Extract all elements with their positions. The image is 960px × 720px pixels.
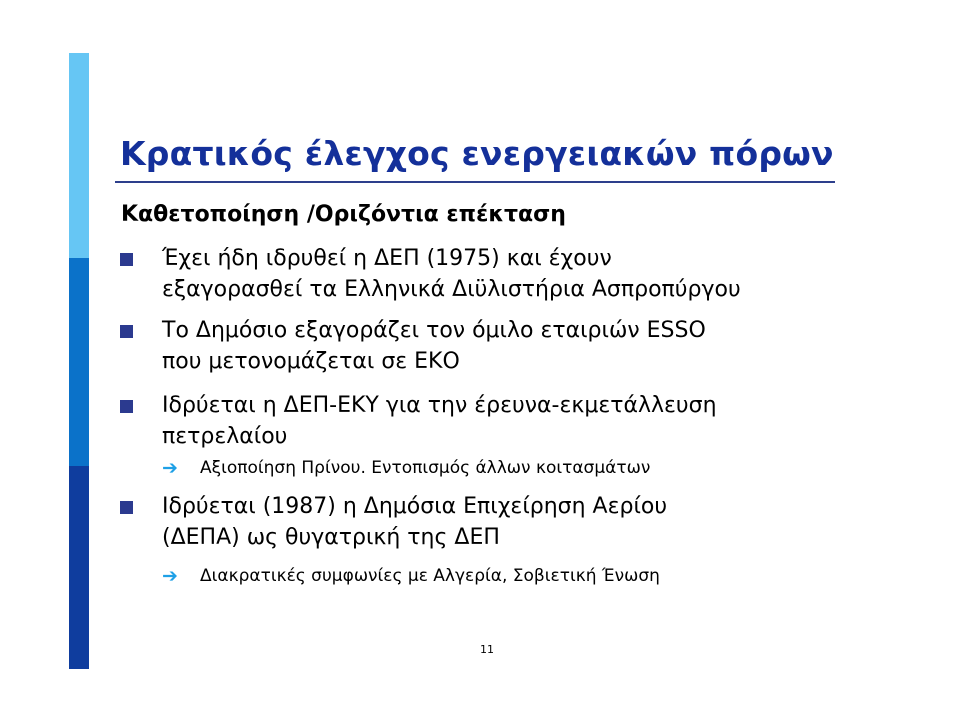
accent-bar-mid	[69, 258, 89, 466]
title-divider	[115, 181, 835, 183]
square-bullet-icon	[120, 253, 133, 266]
bullet-text-line: που μετονομάζεται σε ΕΚΟ	[162, 349, 460, 374]
accent-bar-light	[69, 53, 89, 258]
square-bullet-icon	[120, 325, 133, 338]
bullet-text-line: Έχει ήδη ιδρυθεί η ΔΕΠ (1975) και έχουν	[162, 246, 612, 271]
accent-bar-dark	[69, 466, 89, 669]
bullet-text-line: Ιδρύεται (1987) η Δημόσια Επιχείρηση Αερίου	[162, 494, 668, 519]
bullet-item	[120, 491, 900, 553]
bullet-item	[120, 315, 900, 377]
square-bullet-icon	[120, 501, 133, 514]
page-number: 11	[480, 643, 494, 656]
bullet-text-line: Το Δημόσιο εξαγοράζει τον όμιλο εταιριών ESSO	[162, 318, 706, 343]
bullet-item	[120, 243, 900, 305]
slide-subtitle: Καθετοποίηση /Οριζόντια επέκταση	[121, 202, 566, 227]
bullet-text-line: πετρελαίου	[162, 424, 288, 449]
arrow-right-icon: ➔	[162, 565, 178, 587]
arrow-right-icon: ➔	[162, 457, 178, 479]
bullet-text-line: εξαγορασθεί τα Ελληνικά Διϋλιστήρια Ασπροπύργου	[162, 277, 741, 302]
bullet-text-line: (ΔΕΠΑ) ως θυγατρική της ΔΕΠ	[162, 525, 500, 550]
sub-bullet-text: Αξιοποίηση Πρίνου. Εντοπισμός άλλων κοιτασμάτων	[200, 458, 651, 478]
bullet-item	[120, 390, 900, 452]
bullet-text-line: Ιδρύεται η ΔΕΠ-ΕΚΥ για την έρευνα-εκμετάλλευση	[162, 393, 717, 418]
square-bullet-icon	[120, 400, 133, 413]
slide-title: Κρατικός έλεγχος ενεργειακών πόρων	[120, 134, 834, 173]
sub-bullet-text: Διακρατικές συμφωνίες με Αλγερία, Σοβιετική Ένωση	[200, 566, 660, 586]
